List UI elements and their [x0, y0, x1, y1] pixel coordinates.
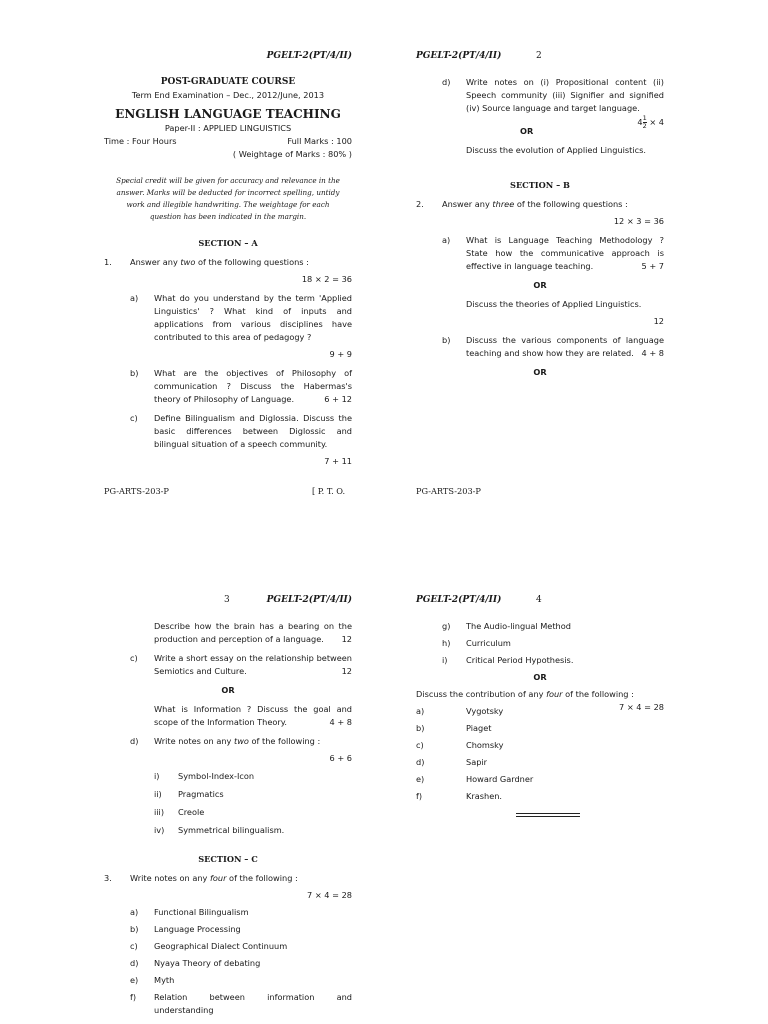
question-item: h) Curriculum	[442, 638, 511, 648]
page-3	[104, 594, 352, 1017]
or-separator: OR	[533, 672, 547, 682]
weightage: ( Weightage of Marks : 80% )	[232, 149, 352, 159]
sub-item: b) Piaget	[416, 723, 492, 733]
question-1: 1. Answer any two of the following questions :	[104, 257, 309, 267]
or-separator: OR	[533, 280, 547, 290]
or-separator: OR	[520, 126, 534, 136]
paper-code: PGELT-2(PT/4/II)	[416, 595, 502, 605]
alternative-question: Discuss the evolution of Applied Linguistics.	[466, 145, 647, 155]
alternative-question: Discuss the contribution of any four of the following : 7 × 4 = 28	[416, 689, 664, 712]
question-marks: 7 × 4 = 28	[307, 890, 352, 900]
page-number: 2	[536, 51, 542, 61]
instructions: Special credit will be given for accuracy and relevance in the answer. Marks will be deducted for incorrect spelling, untidy work and illegible handwriting. The weightage for each question has been indicated in the margin.	[116, 176, 340, 221]
sub-item: c) Chomsky	[416, 740, 504, 750]
fraction: $\frac{1}{2}$	[642, 114, 647, 130]
time-limit: Time : Four Hours	[104, 136, 177, 146]
question-item: e) Myth	[130, 975, 175, 985]
item-marks: 4 + 8	[329, 717, 352, 727]
full-marks: Full Marks : 100	[287, 136, 352, 146]
question-item: d) Write notes on any two of the following :	[130, 736, 321, 746]
question-item: b) Discuss the various components of language teaching and show how they are related. 4 + 8	[442, 335, 664, 358]
question-number: 3.	[104, 873, 112, 883]
sub-item: ii) Pragmatics	[154, 789, 224, 799]
page-2	[416, 50, 664, 379]
item-marks: 7 + 11	[324, 456, 352, 466]
section-heading: SECTION – C	[198, 854, 258, 864]
paper-code: PGELT-2(PT/4/II)	[266, 51, 352, 61]
or-separator: OR	[533, 367, 547, 377]
question-number: 1.	[104, 257, 112, 267]
item-marks: 6 + 6	[329, 753, 352, 763]
question-item: g) The Audio-lingual Method	[442, 621, 571, 631]
sub-item: iii) Creole	[154, 807, 205, 817]
sub-item: i) Symbol-Index-Icon	[154, 771, 255, 781]
paper-code: PGELT-2(PT/4/II)	[416, 51, 502, 61]
question-item: i) Critical Period Hypothesis.	[442, 655, 574, 665]
question-item: a) What is Language Teaching Methodology ? State how the communicative approach is effective in language teaching. 5 + 7	[442, 235, 664, 271]
page-header	[104, 594, 352, 610]
footer-pto: [ P. T. O.	[312, 486, 346, 496]
item-marks: 12	[341, 666, 352, 676]
question-item: a) Functional Bilingualism	[130, 907, 249, 917]
end-rule	[516, 813, 580, 817]
alternative-question: What is Information ? Discuss the goal and scope of the Information Theory. 4 + 8	[154, 704, 352, 727]
item-marks: 4 + 8	[641, 348, 664, 358]
item-marks: 5 + 7	[641, 261, 664, 271]
sub-item: e) Howard Gardner	[416, 774, 534, 784]
footer-code: PG-ARTS-203-P	[416, 486, 481, 496]
item-marks: 4 $\frac{1}{2}$ × 4	[637, 114, 664, 130]
question-number: 2.	[416, 199, 424, 209]
item-marks: 7 × 4 = 28	[619, 702, 664, 712]
course-title: POST-GRADUATE COURSE	[160, 77, 296, 87]
question-item: d) Nyaya Theory of debating	[130, 958, 261, 968]
sub-item: d) Sapir	[416, 757, 488, 767]
section-heading: SECTION – A	[198, 238, 258, 248]
question-item: c) Define Bilingualism and Diglossia. Discuss the basic differences between Diglossic and bilingual situation of a speech community.	[130, 413, 352, 449]
or-separator: OR	[221, 685, 235, 695]
question-item: f) Relation between information and understanding	[130, 992, 352, 1015]
item-marks: 12	[341, 634, 352, 644]
question-item: b) Language Processing	[130, 924, 241, 934]
sub-item: f) Krashen.	[416, 791, 503, 801]
continued-question: Describe how the brain has a bearing on the production and perception of a language. 12	[154, 621, 352, 644]
page-4	[416, 594, 664, 817]
question-item: c) Geographical Dialect Continuum	[130, 941, 288, 951]
sub-item: a) Vygotsky	[416, 706, 504, 716]
alternative-question: Discuss the theories of Applied Linguistics.	[466, 299, 642, 309]
page-header	[104, 50, 352, 66]
page-header	[416, 594, 664, 610]
question-3: 3. Write notes on any four of the following :	[104, 873, 298, 883]
section-heading: SECTION – B	[510, 180, 570, 190]
footer-code: PG-ARTS-203-P	[104, 486, 169, 496]
paper-code: PGELT-2(PT/4/II)	[266, 595, 352, 605]
page-number: 3	[224, 595, 230, 605]
sub-item: iv) Symmetrical bilingualism.	[154, 825, 285, 835]
question-marks: 12 × 3 = 36	[613, 216, 664, 226]
question-item: a) What do you understand by the term 'Applied Linguistics' ? What kind of inputs and applications from various disciplines have contributed to this area of pedagogy ?	[130, 293, 352, 342]
question-marks: 18 × 2 = 36	[301, 274, 352, 284]
page-1	[104, 50, 352, 468]
question-item: b) What are the objectives of Philosophy of communication ? Discuss the Habermas's theory of Philosophy of Language. 6 + 12	[130, 368, 352, 404]
page-number: 4	[536, 595, 542, 605]
time-marks-row	[104, 135, 352, 148]
item-marks: 12	[653, 316, 664, 326]
question-2: 2. Answer any three of the following questions :	[416, 199, 628, 209]
subject-title: ENGLISH LANGUAGE TEACHING	[115, 107, 341, 121]
question-item: c) Write a short essay on the relationship between Semiotics and Culture. 12	[130, 653, 352, 676]
item-marks: 9 + 9	[329, 349, 352, 359]
question-item: d) Write notes on (i) Propositional content (ii) Speech community (iii) Signifier and signified (iv) Source language and target language. 4 $\frac{1}{2}$ × 4	[442, 77, 664, 130]
exam-title: Term End Examination – Dec., 2012/June, 2013	[131, 90, 325, 100]
page-header	[416, 50, 664, 66]
item-marks: 6 + 12	[324, 394, 352, 404]
paper-title: Paper-II : APPLIED LINGUISTICS	[164, 123, 292, 133]
